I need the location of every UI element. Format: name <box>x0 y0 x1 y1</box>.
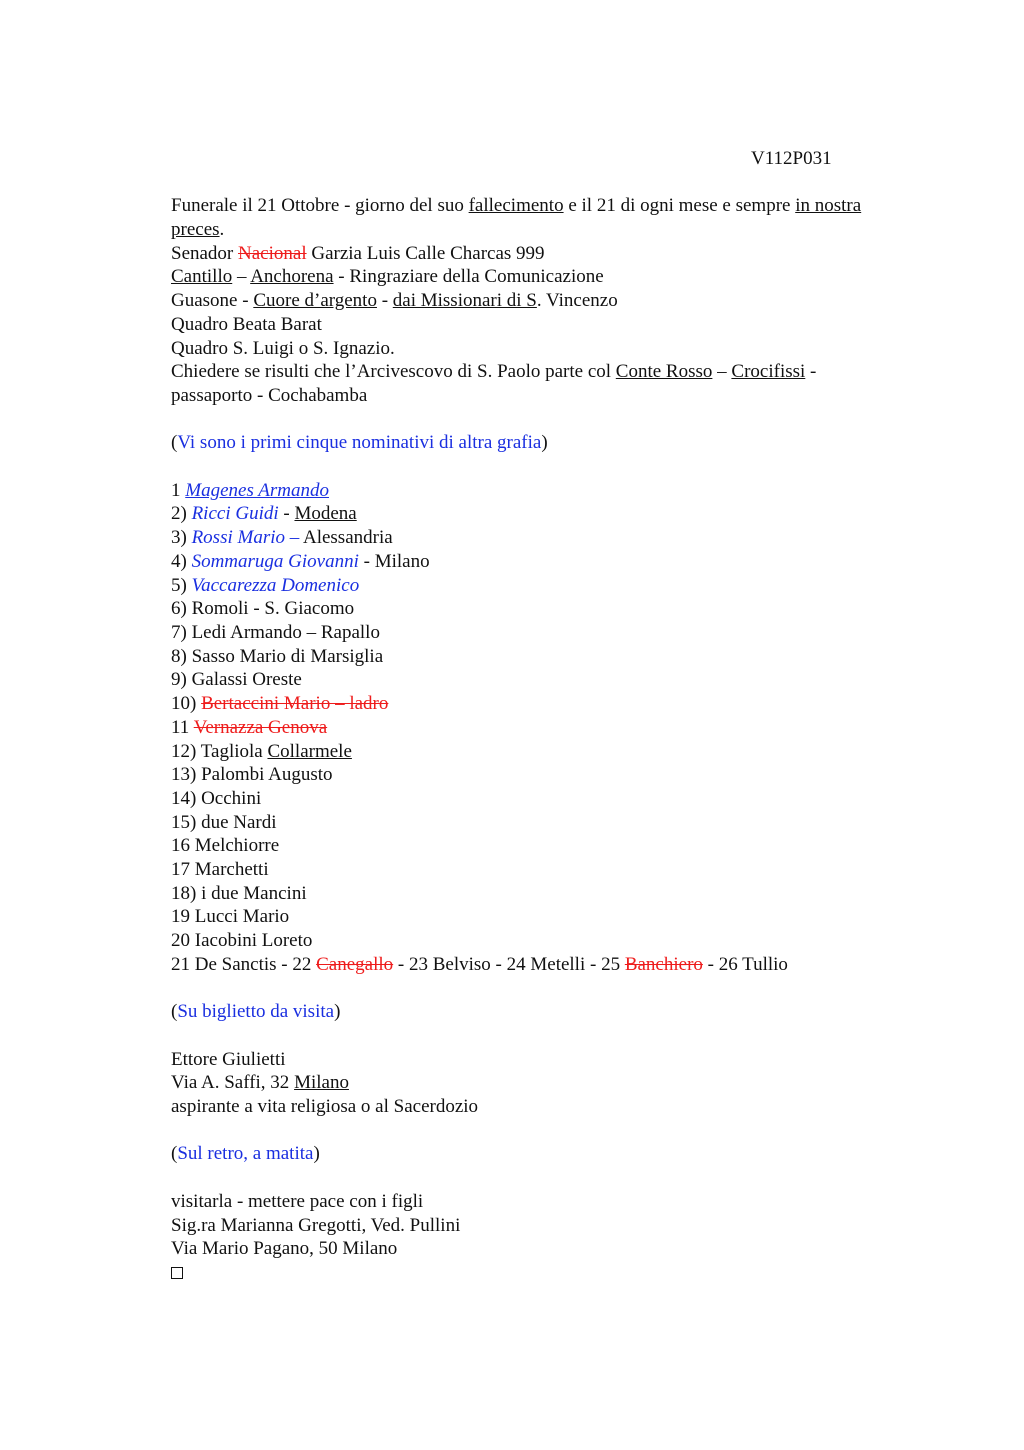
intro-line-4 <box>171 265 931 289</box>
intro-line-1 <box>171 194 931 218</box>
other-hand-name: Magenes Armando <box>185 479 329 501</box>
underlined-text: Anchorena <box>250 266 334 288</box>
list-item-4 <box>171 550 931 574</box>
text-run: - <box>278 503 295 525</box>
page-reference-code: V112P031 <box>751 148 832 169</box>
list-item-17: 17 Marchetti <box>171 859 269 881</box>
list-item-1 <box>171 479 931 503</box>
end-mark-line <box>171 1261 931 1286</box>
intro-line-7: Quadro S. Luigi o S. Ignazio. <box>171 337 395 359</box>
underlined-text: Collarmele <box>267 740 352 762</box>
text-run: 21 De Sanctis - 22 <box>171 953 317 975</box>
underlined-text: dai Missionari di S <box>392 290 537 312</box>
text-run: . <box>219 219 225 241</box>
underlined-text: Cuore d’argento <box>253 290 377 312</box>
underlined-text: preces <box>171 219 220 241</box>
list-item-7: 7) Ledi Armando – Rapallo <box>171 622 380 643</box>
editor-note-2 <box>171 1000 931 1024</box>
back-line-2: Sig.ra Marianna Gregotti, Ved. Pullini <box>171 1214 461 1236</box>
deleted-text: Bertaccini Mario – ladro <box>201 693 389 715</box>
editor-note-1 <box>171 431 931 455</box>
back-line-3: Via Mario Pagano, 50 Milano <box>171 1238 398 1260</box>
text-run: - 23 Belviso - 24 Metelli - 25 <box>393 953 625 975</box>
text-run: – <box>285 527 303 549</box>
deleted-text: Nacional <box>238 242 307 264</box>
checkbox-square-icon <box>171 1267 183 1279</box>
intro-line-9: passaporto - Cochabamba <box>171 385 368 406</box>
text-run: . Vincenzo <box>536 290 618 312</box>
text-run: – <box>232 266 251 288</box>
list-item-2 <box>171 502 931 526</box>
list-item-21-26 <box>171 953 931 977</box>
editor-note-text: Sul retro, a matita <box>177 1143 314 1165</box>
card-address <box>171 1071 931 1095</box>
text-run: Garzia Luis Calle Charcas 999 <box>306 242 545 264</box>
text-run: 12) Tagliola <box>171 740 268 762</box>
deleted-text: Banchiero <box>624 953 703 975</box>
other-hand-name: Ricci Guidi <box>191 503 279 525</box>
document-body <box>171 147 931 1286</box>
intro-line-3 <box>171 242 931 266</box>
text-run: – <box>712 361 732 383</box>
text-run: Senador <box>171 242 239 264</box>
paren: ) <box>334 1001 341 1023</box>
list-item-18: 18) i due Mancini <box>171 882 307 904</box>
other-hand-name: Rossi Mario <box>191 527 286 549</box>
list-item-3 <box>171 526 931 550</box>
text-run: - <box>805 361 817 383</box>
paren: ( <box>171 1143 178 1165</box>
paren: ) <box>541 432 548 454</box>
underlined-text: Milano <box>294 1072 349 1094</box>
other-hand-name: Vaccarezza Domenico <box>191 574 360 596</box>
item-number: 11 <box>171 716 194 738</box>
editor-note-text: Vi sono i primi cinque nominativi di altra grafia <box>177 432 542 454</box>
list-item-5 <box>171 574 931 598</box>
item-number: 1 <box>171 479 186 501</box>
paren: ( <box>171 1001 178 1023</box>
card-name: Ettore Giulietti <box>171 1048 286 1070</box>
item-number: 5) <box>171 574 192 596</box>
text-run: - Ringraziare della Comunicazione <box>333 266 604 288</box>
intro-line-2 <box>171 218 931 242</box>
text-run: Via A. Saffi, 32 <box>171 1072 295 1094</box>
back-line-1: visitarla - mettere pace con i figli <box>171 1190 424 1212</box>
underlined-text: Crocifissi <box>731 361 806 383</box>
item-number: 2) <box>171 503 192 525</box>
list-item-10 <box>171 692 931 716</box>
intro-line-6: Quadro Beata Barat <box>171 313 322 335</box>
list-item-9: 9) Galassi Oreste <box>171 669 302 691</box>
text-run: Chiedere se risulti che l’Arcivescovo di S. Paolo parte col <box>171 361 616 383</box>
editor-note-text: Su biglietto da visita <box>177 1001 335 1023</box>
underlined-text: in nostra <box>795 195 862 217</box>
underlined-text: fallecimento <box>468 195 564 217</box>
item-number: 3) <box>171 527 192 549</box>
card-role: aspirante a vita religiosa o al Sacerdozio <box>171 1096 479 1118</box>
intro-line-8 <box>171 360 931 384</box>
list-item-14: 14) Occhini <box>171 787 262 809</box>
list-item-11 <box>171 716 931 740</box>
intro-line-5 <box>171 289 931 313</box>
text-run: - Milano <box>358 550 430 572</box>
deleted-text: Canegallo <box>316 953 394 975</box>
list-item-12 <box>171 740 931 764</box>
text-run: Alessandria <box>302 527 393 549</box>
paren: ( <box>171 432 178 454</box>
list-item-6: 6) Romoli - S. Giacomo <box>171 598 355 620</box>
list-item-13: 13) Palombi Augusto <box>171 764 333 786</box>
text-run: e il 21 di ogni mese e sempre <box>563 195 796 217</box>
underlined-text: Modena <box>294 503 357 525</box>
deleted-text: Vernazza Genova <box>193 716 328 738</box>
text-run: - <box>376 290 393 312</box>
list-item-20: 20 Iacobini Loreto <box>171 930 313 952</box>
text-run: - 26 Tullio <box>702 953 788 975</box>
list-item-8: 8) Sasso Mario di Marsiglia <box>171 645 384 667</box>
underlined-text: Conte Rosso <box>615 361 713 383</box>
editor-note-3 <box>171 1142 931 1166</box>
text-run: Guasone - <box>171 290 254 312</box>
paren: ) <box>313 1143 320 1165</box>
text-run: Funerale il 21 Ottobre - giorno del suo <box>171 195 469 217</box>
item-number: 10) <box>171 693 202 715</box>
underlined-text: Cantillo <box>171 266 233 288</box>
item-number: 4) <box>171 550 192 572</box>
other-hand-name: Sommaruga Giovanni <box>191 550 359 572</box>
list-item-16: 16 Melchiorre <box>171 835 280 857</box>
list-item-19: 19 Lucci Mario <box>171 906 290 928</box>
list-item-15: 15) due Nardi <box>171 811 277 833</box>
